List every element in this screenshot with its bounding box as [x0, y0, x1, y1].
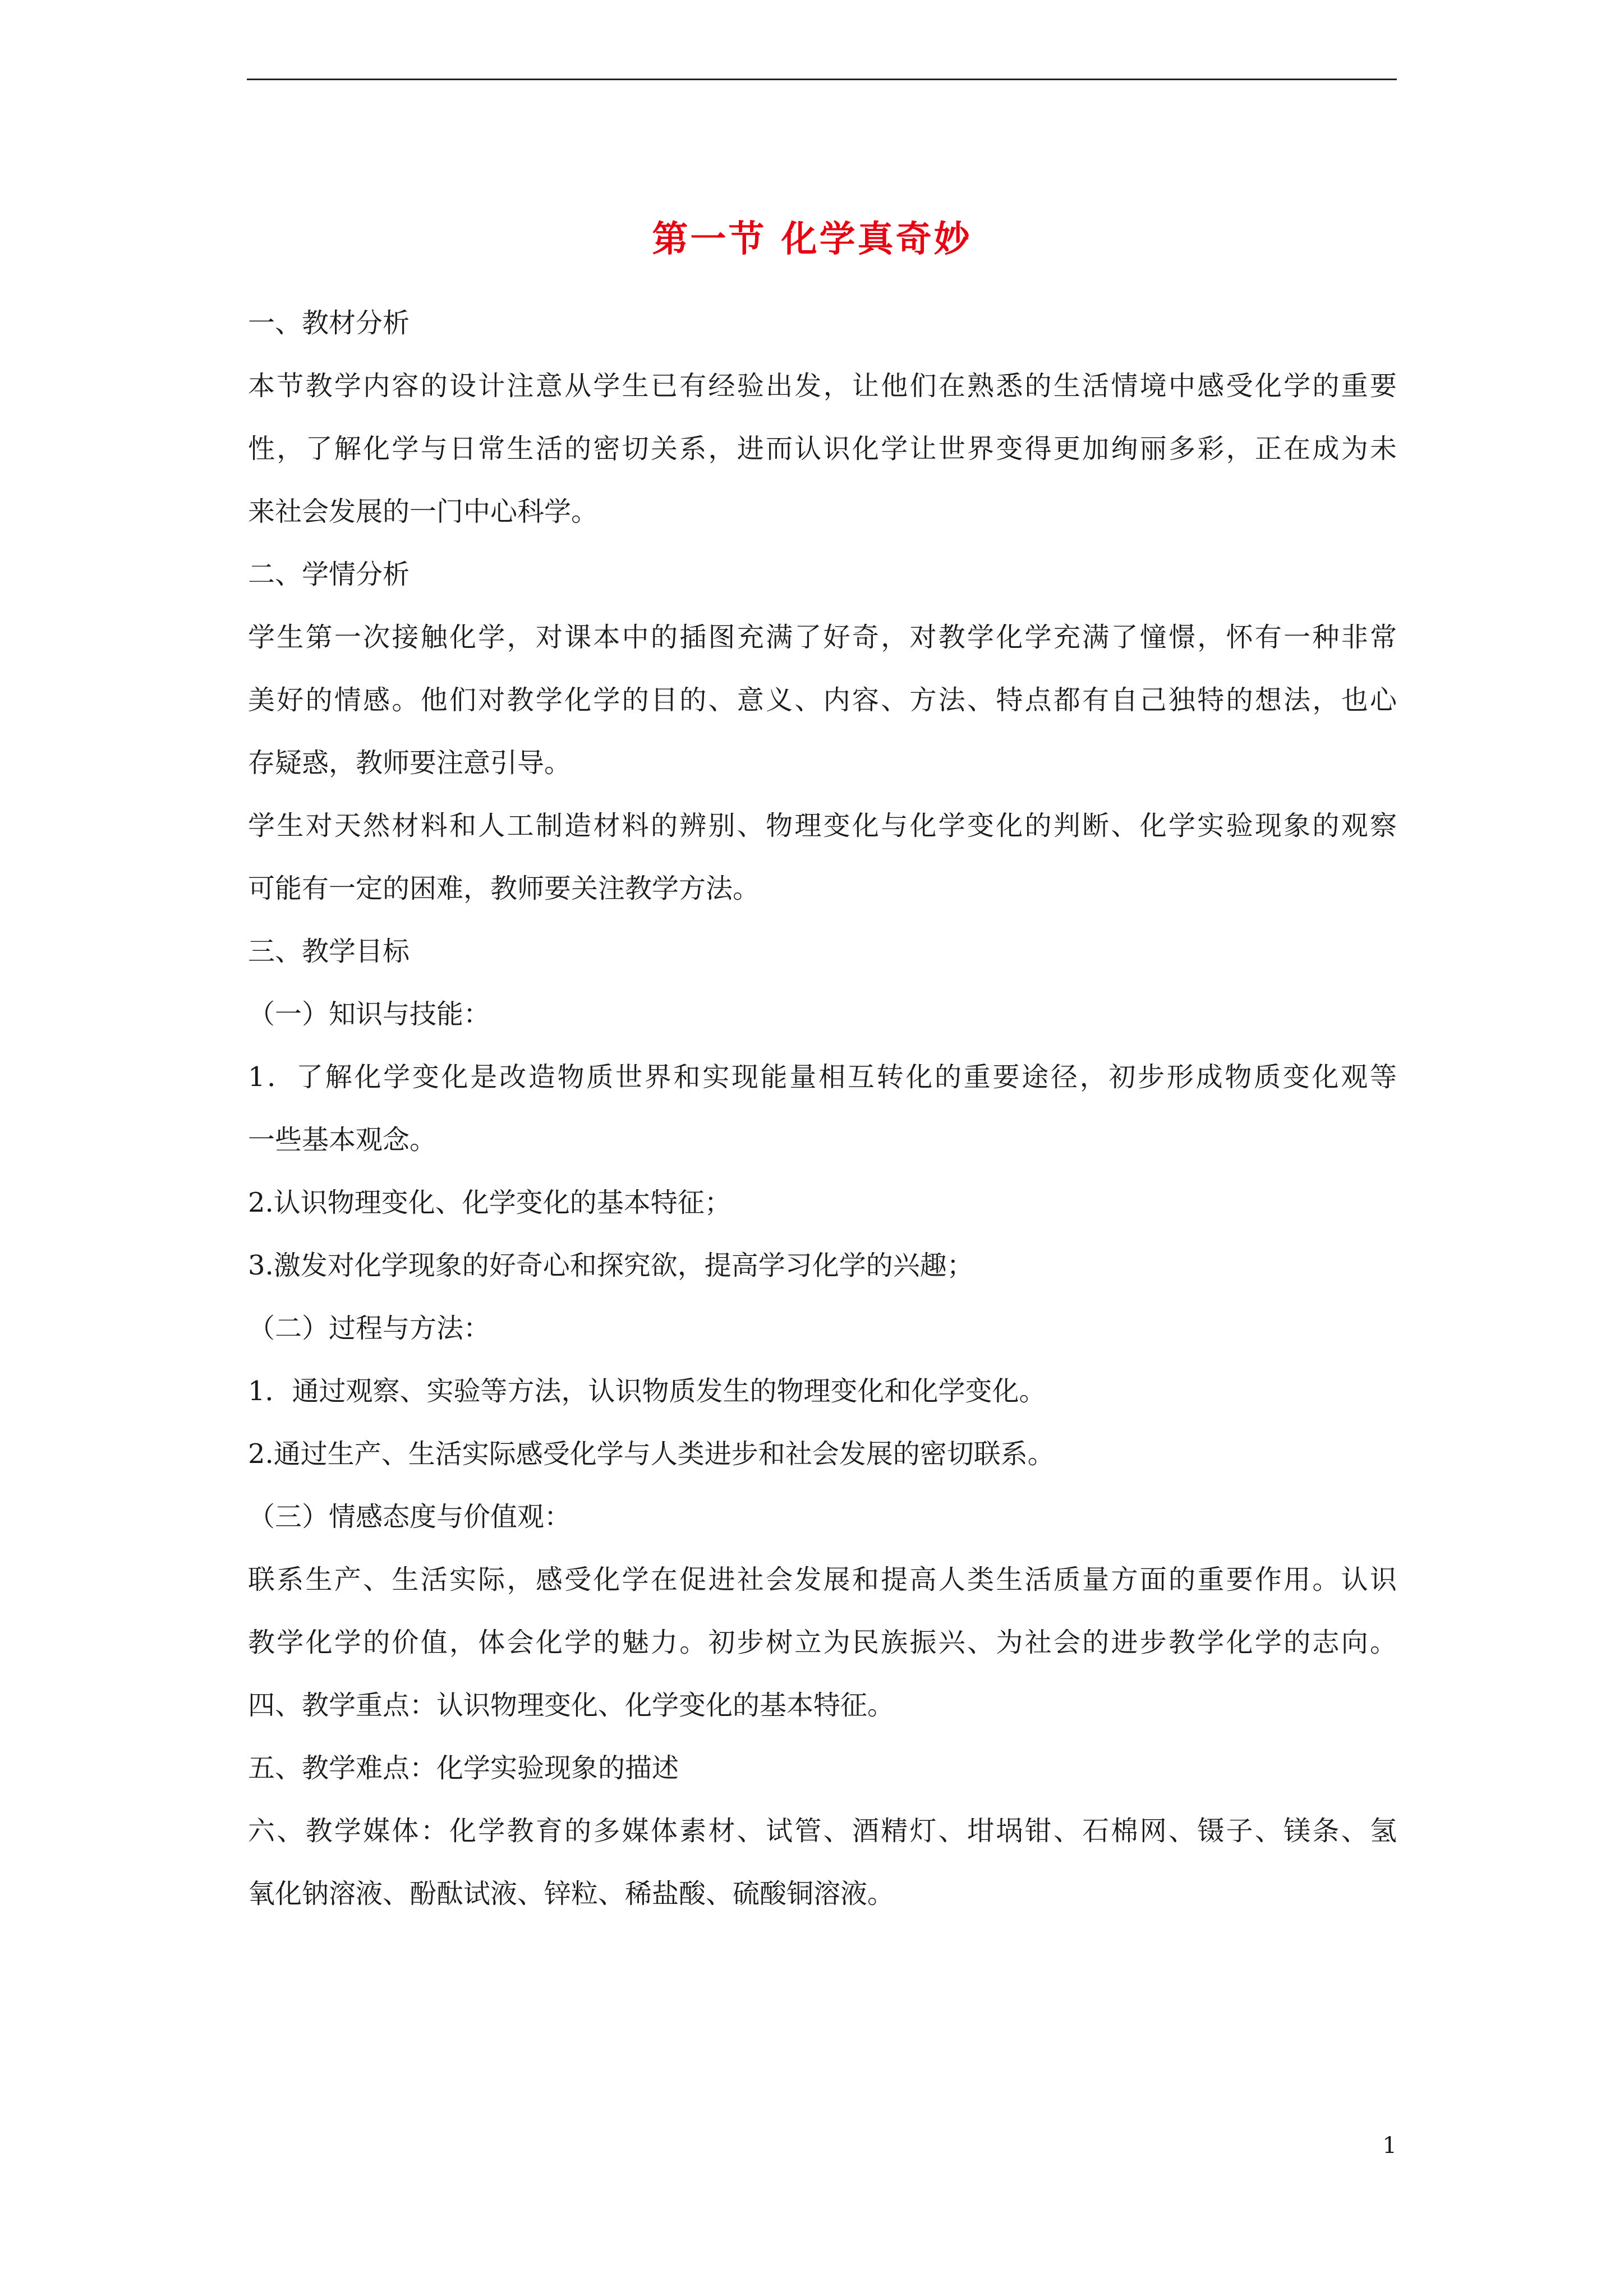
text-line: 六、教学媒体：化学教育的多媒体素材、试管、酒精灯、坩埚钳、石棉网、镊子、镁条、氢 [248, 1815, 1397, 1847]
text-line: 五、教学难点：化学实验现象的描述 [248, 1752, 679, 1784]
text-line: （二）过程与方法： [248, 1313, 491, 1344]
body-text [248, 292, 1397, 1925]
page-title: 第一节 化学真奇妙 [652, 218, 972, 260]
text-line: 二、学情分析 [248, 559, 410, 590]
text-line: 1．了解化学变化是改造物质世界和实现能量相互转化的重要途径，初步形成物质变化观等 [248, 1061, 1397, 1093]
text-line: 三、教学目标 [248, 936, 410, 967]
text-line: 美好的情感。他们对教学化学的目的、意义、内容、方法、特点都有自己独特的想法，也心 [248, 684, 1397, 716]
text-line: 2.通过生产、生活实际感受化学与人类进步和社会发展的密切联系。 [248, 1438, 1055, 1470]
text-line: 来社会发展的一门中心科学。 [248, 496, 599, 527]
text-line: 氧化钠溶液、酚酞试液、锌粒、稀盐酸、硫酸铜溶液。 [248, 1878, 895, 1910]
page-number: 1 [1382, 2133, 1397, 2159]
text-line: 本节教学内容的设计注意从学生已有经验出发，让他们在熟悉的生活情境中感受化学的重要 [248, 370, 1397, 402]
text-line: 性，了解化学与日常生活的密切关系，进而认识化学让世界变得更加绚丽多彩，正在成为未 [248, 433, 1397, 464]
text-line: 一、教材分析 [248, 307, 410, 339]
text-line: 2.认识物理变化、化学变化的基本特征； [248, 1187, 732, 1218]
text-line: （一）知识与技能： [248, 999, 491, 1030]
header-rule [247, 79, 1397, 80]
text-line: 联系生产、生活实际，感受化学在促进社会发展和提高人类生活质量方面的重要作用。认识 [248, 1564, 1397, 1595]
text-line: 四、教学重点：认识物理变化、化学变化的基本特征。 [248, 1690, 895, 1721]
text-line: 存疑惑，教师要注意引导。 [248, 747, 572, 779]
text-line: 3.激发对化学现象的好奇心和探究欲，提高学习化学的兴趣； [248, 1250, 974, 1281]
text-line: （三）情感态度与价值观： [248, 1501, 572, 1533]
text-line: 可能有一定的困难，教师要关注教学方法。 [248, 873, 760, 904]
text-line: 学生对天然材料和人工制造材料的辨别、物理变化与化学变化的判断、化学实验现象的观察 [248, 810, 1397, 841]
text-line: 1．通过观察、实验等方法，认识物质发生的物理变化和化学变化。 [248, 1375, 1046, 1407]
text-line: 教学化学的价值，体会化学的魅力。初步树立为民族振兴、为社会的进步教学化学的志向。 [248, 1627, 1397, 1658]
text-line: 学生第一次接触化学，对课本中的插图充满了好奇，对教学化学充满了憧憬，怀有一种非常 [248, 622, 1397, 653]
text-line: 一些基本观念。 [248, 1124, 437, 1156]
